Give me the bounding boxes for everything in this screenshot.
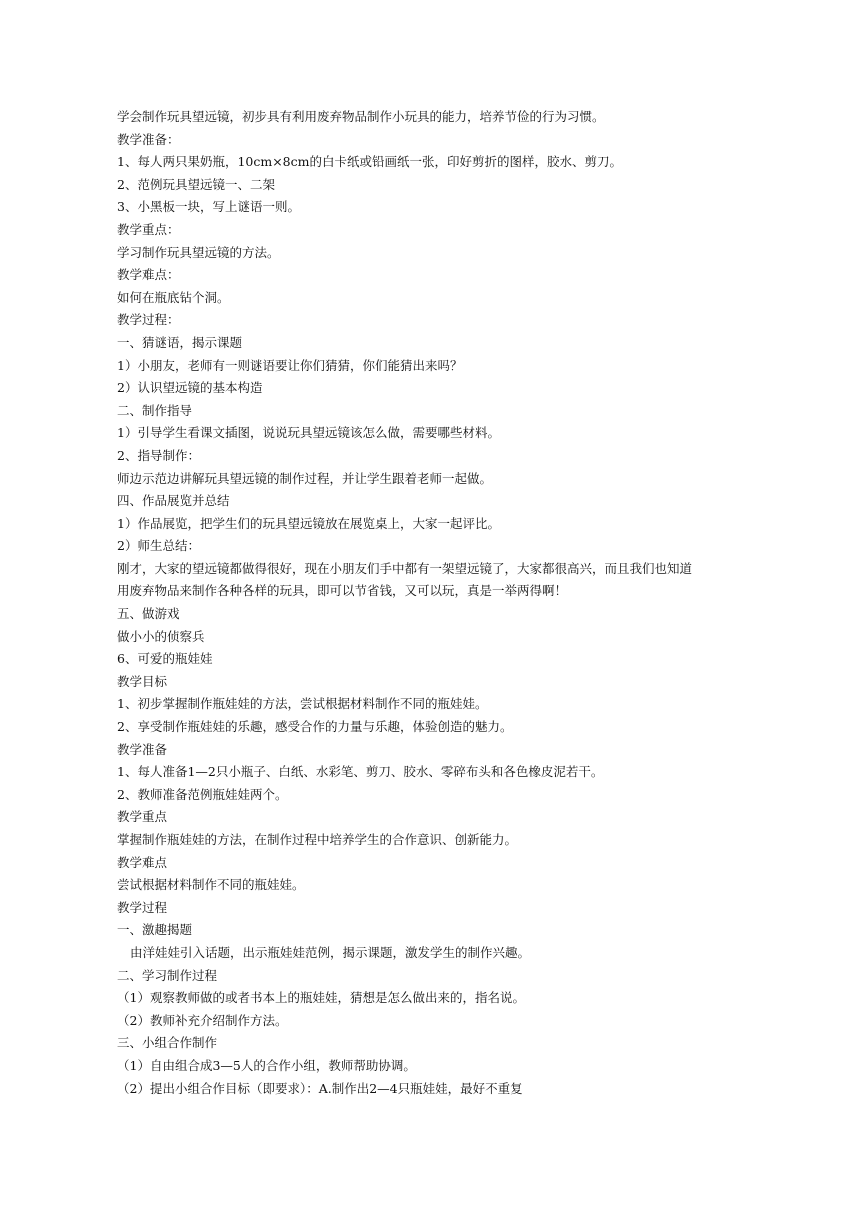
text-line: 一、激趣揭题: [117, 922, 193, 938]
section-heading: 教学准备：: [117, 131, 180, 147]
text-line: 1）引导学生看课文插图，说说玩具望远镜该怎么做，需要哪些材料。: [117, 425, 500, 441]
section-heading: 教学难点: [117, 854, 168, 870]
text-line: 五、做游戏: [117, 606, 180, 622]
document-page: [117, 106, 747, 1100]
text-line: 2）认识望远镜的基本构造: [117, 380, 263, 396]
text-line: 1）小朋友，老师有一则谜语要让你们猜猜，你们能猜出来吗？: [117, 357, 463, 373]
text-line: （1）自由组合成3—5人的合作小组，教师帮助协调。: [117, 1057, 416, 1073]
text-line: 2、享受制作瓶娃娃的乐趣，感受合作的力量与乐趣，体验创造的魅力。: [117, 719, 513, 735]
text-line: 学会制作玩具望远镜，初步具有利用废弃物品制作小玩具的能力，培养节俭的行为习惯。: [117, 109, 605, 124]
section-heading: 教学准备: [117, 741, 168, 757]
text-line: 1、每人准备1—2只小瓶子、白纸、水彩笔、剪刀、胶水、零碎布头和各色橡皮泥若干。: [117, 764, 604, 780]
text-line: 刚才，大家的望远镜都做得很好，现在小朋友们手中都有一架望远镜了，大家都很高兴，而且我们也知道: [117, 560, 693, 576]
text-line: （2）教师补充介绍制作方法。: [117, 1012, 288, 1028]
text-line: 掌握制作瓶娃娃的方法，在制作过程中培养学生的合作意识、创新能力。: [117, 832, 518, 847]
text-line: 3、小黑板一块，写上谜语一则。: [117, 199, 300, 215]
text-line: 如何在瓶底钻个洞。: [117, 289, 230, 305]
text-line: 尝试根据材料制作不同的瓶娃娃。: [117, 877, 305, 893]
text-line: 师边示范边讲解玩具望远镜的制作过程，并让学生跟着老师一起做。: [117, 470, 493, 486]
lesson-title: 6、可爱的瓶娃娃: [117, 651, 213, 667]
text-line: 由洋娃娃引入话题，出示瓶娃娃范例，揭示课题，激发学生的制作兴趣。: [130, 944, 531, 960]
text-line: 2、范例玩具望远镜一、二架: [117, 176, 275, 192]
section-heading: 教学重点: [117, 809, 168, 825]
text-line: 做小小的侦察兵: [117, 628, 205, 644]
text-line: 四、作品展览并总结: [117, 493, 230, 509]
section-heading: 教学目标: [117, 673, 168, 689]
text-line: 二、学习制作过程: [117, 967, 218, 983]
text-line: 2、指导制作：: [117, 447, 200, 463]
text-line: 一、猜谜语，揭示课题: [117, 334, 243, 350]
section-heading: 教学重点：: [117, 221, 180, 237]
section-heading: 教学难点：: [117, 267, 180, 283]
text-line: （2）提出小组合作目标（即要求）：A.制作出2—4只瓶娃娃，最好不重复: [117, 1080, 523, 1096]
text-line: 2）师生总结：: [117, 538, 200, 554]
text-line: 2、教师准备范例瓶娃娃两个。: [117, 786, 288, 802]
text-line: 1、初步掌握制作瓶娃娃的方法，尝试根据材料制作不同的瓶娃娃。: [117, 696, 488, 712]
section-heading: 教学过程：: [117, 312, 180, 328]
text-line: 1、每人两只果奶瓶，10cm×8cm的白卡纸或铅画纸一张，印好剪折的图样，胶水、剪刀。: [117, 154, 622, 170]
text-line: 学习制作玩具望远镜的方法。: [117, 244, 280, 260]
text-line: 二、制作指导: [117, 402, 193, 418]
text-line: 用废弃物品来制作各种各样的玩具，即可以节省钱，又可以玩，真是一举两得啊！: [117, 583, 568, 599]
text-line: （1）观察教师做的或者书本上的瓶娃娃，猜想是怎么做出来的，指名说。: [117, 990, 525, 1006]
section-heading: 教学过程: [117, 899, 168, 915]
text-line: 1）作品展览，把学生们的玩具望远镜放在展览桌上，大家一起评比。: [117, 515, 500, 531]
text-line: 三、小组合作制作: [117, 1035, 218, 1051]
